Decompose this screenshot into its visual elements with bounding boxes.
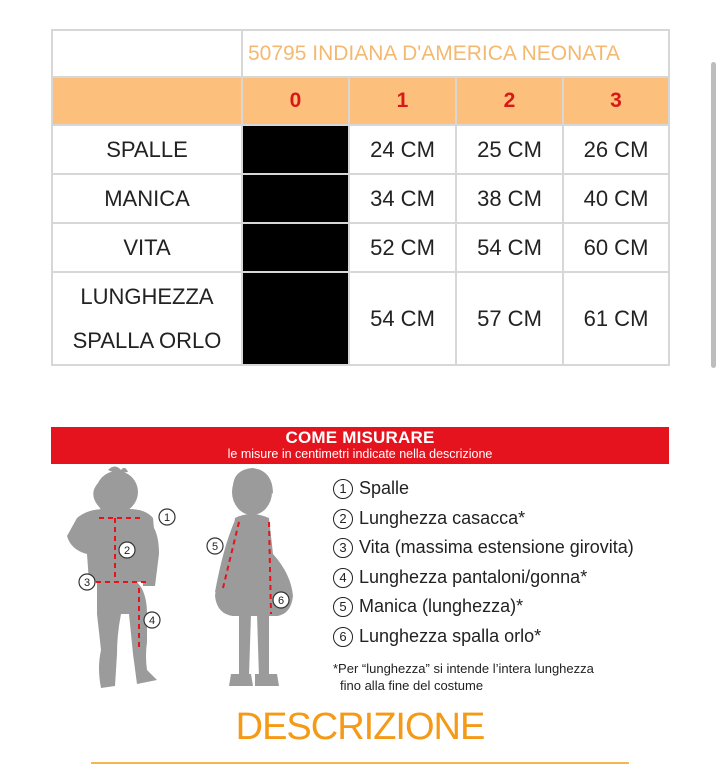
figure-marker-5: 5 bbox=[211, 541, 219, 553]
measurement-cell: 54 CM bbox=[456, 223, 563, 272]
figure-marker-4: 4 bbox=[148, 615, 156, 627]
legend-number: 2 bbox=[333, 509, 353, 529]
size-header-1: 1 bbox=[349, 77, 456, 125]
measurement-cell: 25 CM bbox=[456, 125, 563, 174]
legend-text: Lunghezza casacca* bbox=[359, 507, 526, 528]
legend-number: 5 bbox=[333, 597, 353, 617]
legend-text: Manica (lunghezza)* bbox=[359, 596, 524, 616]
measurement-cell: 26 CM bbox=[563, 125, 669, 174]
unavailable-cell bbox=[242, 223, 349, 272]
measurement-figures bbox=[55, 464, 315, 704]
legend-text: Vita (massima estensione girovita) bbox=[359, 537, 634, 557]
size-header-2: 2 bbox=[456, 77, 563, 125]
figure-marker-3: 3 bbox=[83, 577, 91, 589]
legend-text: Spalle bbox=[359, 478, 410, 498]
how-to-measure-title: COME MISURARE bbox=[285, 428, 435, 447]
size-header-0: 0 bbox=[242, 77, 349, 125]
scrollbar-thumb[interactable] bbox=[711, 62, 716, 368]
child-side-silhouette bbox=[215, 468, 293, 686]
how-to-measure-subtitle: le misure in centimetri indicate nella descrizione bbox=[227, 447, 493, 461]
table-row bbox=[52, 174, 669, 223]
legend-item bbox=[333, 592, 634, 622]
row-label-line: LUNGHEZZA bbox=[80, 283, 214, 309]
measurement-cell: 38 CM bbox=[456, 174, 563, 223]
legend-text: Lunghezza pantaloni/gonna* bbox=[359, 566, 588, 587]
measurement-cell: 54 CM bbox=[349, 272, 456, 365]
note-line: *Per “lunghezza” si intende l’intera lunghezza bbox=[333, 661, 594, 676]
row-label: SPALLE bbox=[52, 125, 242, 174]
size-chart-title-row bbox=[52, 30, 669, 77]
unavailable-cell bbox=[242, 174, 349, 223]
measurement-cell: 52 CM bbox=[349, 223, 456, 272]
measurement-legend bbox=[333, 474, 634, 694]
description-heading: DESCRIZIONE bbox=[235, 706, 485, 748]
measurement-cell: 34 CM bbox=[349, 174, 456, 223]
legend-item bbox=[333, 563, 634, 593]
unavailable-cell bbox=[242, 272, 349, 365]
measurement-cell: 57 CM bbox=[456, 272, 563, 365]
size-header-3: 3 bbox=[563, 77, 669, 125]
measurement-cell: 40 CM bbox=[563, 174, 669, 223]
legend-number: 1 bbox=[333, 479, 353, 499]
how-to-measure-banner bbox=[51, 427, 669, 464]
empty-corner-cell bbox=[52, 30, 242, 77]
legend-item bbox=[333, 474, 634, 504]
description-divider bbox=[91, 762, 629, 764]
table-row bbox=[52, 125, 669, 174]
table-row bbox=[52, 272, 669, 365]
length-note bbox=[333, 660, 634, 694]
product-title: 50795 INDIANA D'AMERICA NEONATA bbox=[242, 30, 669, 77]
size-header-row bbox=[52, 77, 669, 125]
measurement-cell: 60 CM bbox=[563, 223, 669, 272]
figure-marker-2: 2 bbox=[123, 545, 131, 557]
legend-item bbox=[333, 533, 634, 563]
legend-number: 4 bbox=[333, 568, 353, 588]
figure-marker-6: 6 bbox=[277, 595, 285, 607]
legend-item bbox=[333, 504, 634, 534]
size-chart-table bbox=[51, 29, 670, 366]
measurement-cell: 61 CM bbox=[563, 272, 669, 365]
row-label: MANICA bbox=[52, 174, 242, 223]
measurement-cell: 24 CM bbox=[349, 125, 456, 174]
legend-number: 3 bbox=[333, 538, 353, 558]
header-corner-cell bbox=[52, 77, 242, 125]
row-label: VITA bbox=[52, 223, 242, 272]
legend-number: 6 bbox=[333, 627, 353, 647]
figure-marker-1: 1 bbox=[163, 512, 171, 524]
table-row bbox=[52, 223, 669, 272]
unavailable-cell bbox=[242, 125, 349, 174]
row-label bbox=[52, 272, 242, 365]
row-label-line: SPALLA ORLO bbox=[72, 327, 222, 353]
legend-item bbox=[333, 622, 634, 652]
note-line: fino alla fine del costume bbox=[340, 678, 484, 693]
legend-text: Lunghezza spalla orlo* bbox=[359, 625, 542, 646]
